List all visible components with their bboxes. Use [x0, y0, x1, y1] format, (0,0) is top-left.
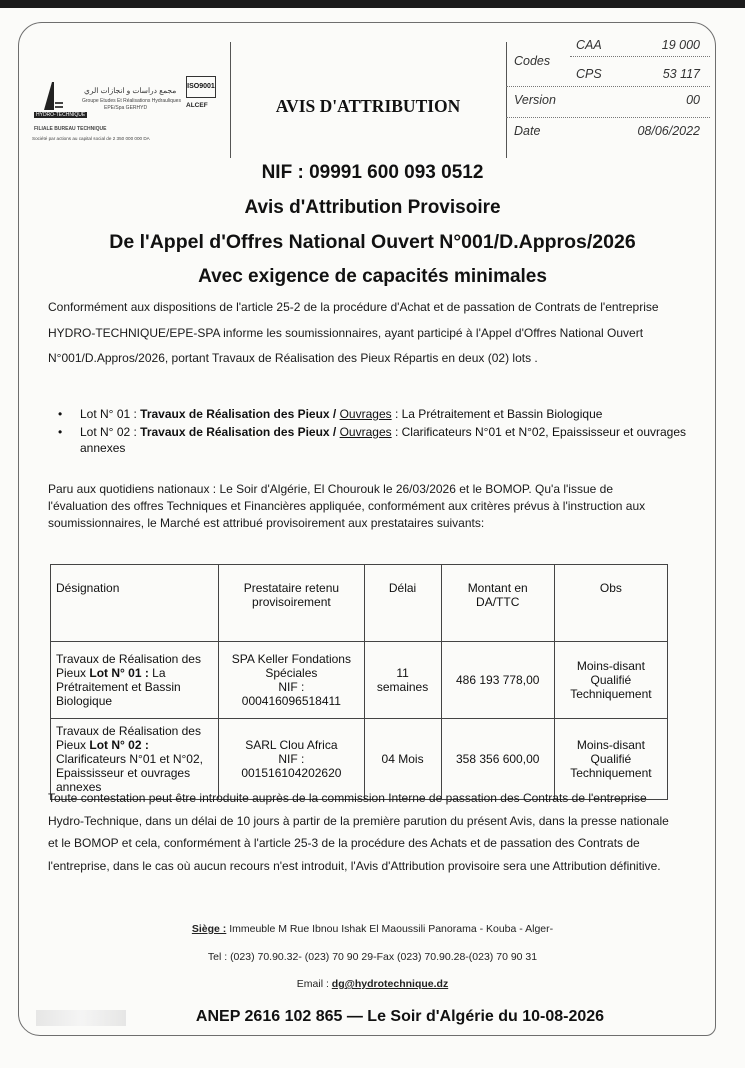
bullet-icon: • — [58, 407, 63, 421]
cell-prestataire: SPA Keller Fondations Spéciales NIF : 000416096518411 — [219, 642, 364, 719]
col-header-montant: Montant en DA/TTC — [441, 565, 554, 642]
cell-delai: 04 Mois — [364, 719, 441, 800]
logo-arabic-name: مجمع دراسات و انجازات الري — [84, 86, 177, 95]
footer-email — [0, 978, 745, 990]
header-title-cell — [230, 42, 507, 158]
cert-badge: ALCEF — [186, 102, 208, 109]
anep-reference: ANEP 2616 102 865 — Le Soir d'Algérie du 10-08-2026 — [195, 1008, 605, 1025]
date-value: 08/06/2022 — [637, 124, 700, 138]
contestation-paragraph: Toute contestation peut être introduite auprès de la commission Interne de passation des Contrats de l'entreprise Hydro-Technique, dans un délai de 10 jours à partir de la première parution du présent Avis, dans la presse nationale et le BOMOP et cela, conformément à l'article 25-3 de la procédure des Achats et de passation des Contrats de l'entreprise, dans le cas où aucun recours n'est introduit, l'Avis d'Attribution provisoire sera une Attribution définitive. — [48, 791, 669, 873]
company-logo-block — [26, 42, 231, 158]
heading-tender-reference: De l'Appel d'Offres National Ouvert N°001/D.Appros/2026 — [109, 231, 636, 253]
bullet-icon: • — [58, 425, 63, 439]
logo-group-line: Groupe Etudes Et Réalisations Hydrauliques — [82, 98, 181, 104]
logo-brand-sub: FILIALE BUREAU TECHNIQUE — [34, 126, 107, 132]
list-item: • Lot N° 02 : Travaux de Réalisation des Pieux / Ouvrages : Clarificateurs N°01 et N°02, Epaississeur et ouvrages annexes — [58, 425, 687, 455]
award-table — [50, 564, 668, 800]
table-row — [51, 642, 668, 719]
date-label: Date — [514, 124, 541, 138]
heading-capacity-requirement: Avec exigence de capacités minimales — [198, 266, 547, 287]
cell-designation: Travaux de Réalisation des Pieux Lot N° 01 : La Prétraitement et Bassin Biologique — [51, 642, 219, 719]
heading-provisional-award: Avis d'Attribution Provisoire — [244, 197, 501, 218]
table-header-row — [51, 565, 668, 642]
cell-montant: 486 193 778,00 — [441, 642, 554, 719]
logo-company-line: EPE/Spa GERHYD — [104, 105, 148, 111]
logo-capital-line: Société par actions au capital social de 2 350 000 000 DA — [32, 136, 150, 141]
nif-number: NIF : 09991 600 093 0512 — [261, 162, 484, 183]
cps-value: 53 117 — [662, 67, 700, 81]
header-codes-block — [506, 30, 710, 158]
cell-obs: Moins-disant Qualifié Techniquement — [554, 719, 667, 800]
caa-label: CAA — [576, 38, 602, 52]
version-label: Version — [514, 93, 556, 107]
cell-delai: 11 semaines — [364, 642, 441, 719]
email-label: Email : — [296, 978, 332, 990]
col-header-obs: Obs — [554, 565, 667, 642]
lots-list — [58, 406, 698, 458]
header-title: AVIS D'ATTRIBUTION — [275, 96, 461, 116]
codes-label: Codes — [514, 54, 551, 68]
cell-prestataire: SARL Clou Africa NIF : 001516104202620 — [219, 719, 364, 800]
iso-badge: ISO9001 — [186, 76, 216, 98]
col-header-prestataire: Prestataire retenu provisoirement — [219, 565, 364, 642]
logo-brand: HYDRO-TECHNIQUE — [36, 112, 86, 118]
email-link[interactable]: dg@hydrotechnique.dz — [331, 978, 449, 990]
footer-phone: Tel : (023) 70.90.32- (023) 70 90 29-Fax (023) 70.90.28-(023) 70 90 31 — [207, 951, 538, 963]
publication-paragraph: Paru aux quotidiens nationaux : Le Soir d'Algérie, El Chourouk le 26/03/2026 et le BOMOP. Qu'a l'issue de l'évaluation des offres Techniques et Financières appliquée, conformément aux critères prévus à l'instruction aux soumissionnaires, le Marché est attribué provisoirement aux prestataires suivants: — [48, 482, 646, 530]
cell-designation: Travaux de Réalisation des Pieux Lot N° 02 : Clarificateurs N°01 et N°02, Epaississeur et ouvrages annexes — [51, 719, 219, 800]
footer-address — [0, 923, 745, 935]
dam-logo-icon — [42, 80, 64, 110]
top-border — [0, 0, 745, 8]
intro-paragraph: Conformément aux dispositions de l'article 25-2 de la procédure d'Achat et de passation de Contrats de l'entreprise HYDRO-TECHNIQUE/EPE-SPA informe les soumissionnaires, ayant participé à l'Appel d'Offres National Ouvert N°001/D.Appros/2026, portant Travaux de Réalisation des Pieux Répartis en deux (02) lots . — [48, 300, 659, 365]
col-header-delai: Délai — [364, 565, 441, 642]
siege-label: Siège : — [191, 923, 227, 935]
col-header-designation: Désignation — [51, 565, 219, 642]
scan-smudge — [36, 1010, 126, 1026]
document-header — [26, 30, 710, 158]
cps-label: CPS — [576, 67, 602, 81]
caa-value: 19 000 — [661, 38, 700, 52]
cell-obs: Moins-disant Qualifié Techniquement — [554, 642, 667, 719]
cell-montant: 358 356 600,00 — [441, 719, 554, 800]
siege-value: Immeuble M Rue Ibnou Ishak El Maoussili Panorama - Kouba - Alger- — [226, 923, 554, 935]
version-value: 00 — [686, 93, 700, 107]
list-item: • Lot N° 01 : Travaux de Réalisation des Pieux / Ouvrages : La Prétraitement et Bassin Biologique — [58, 407, 603, 421]
